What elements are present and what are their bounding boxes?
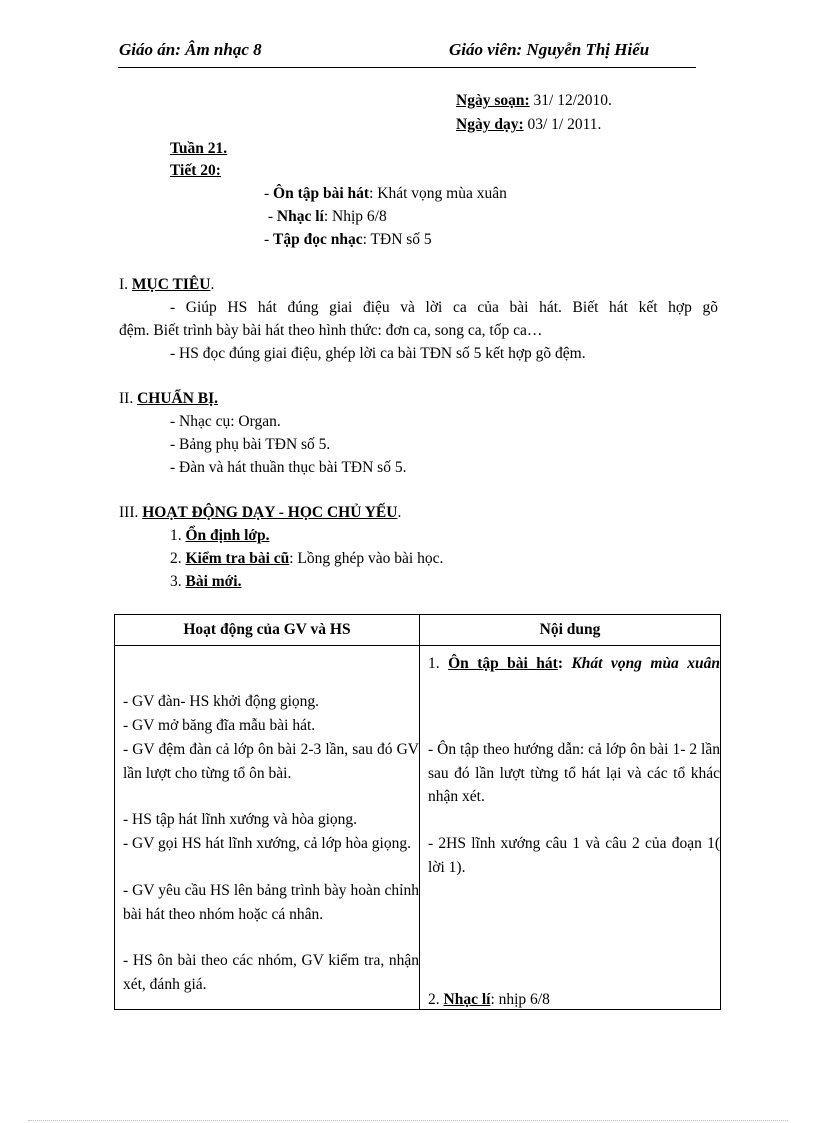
prep-date (456, 92, 612, 110)
item-number: 1. (428, 655, 449, 672)
activity-paragraph: - GV đệm đàn cả lớp ôn bài 2-3 lần, sau đó GV lần lượt cho từng tổ ôn bài. (123, 741, 419, 782)
topic-value: : Khát vọng mùa xuân (369, 185, 507, 202)
section-title: CHUẨN BỊ. (137, 390, 219, 407)
section-objectives-heading (119, 276, 214, 294)
period-label: Tiết 20: (170, 162, 221, 179)
topic-prefix: - (264, 208, 277, 225)
activity-paragraph: - HS ôn bài theo các nhóm, GV kiểm tra, nhận xét, đánh giá. (123, 952, 419, 993)
activity-paragraph: - GV mở băng đĩa mẫu bài hát. (123, 717, 316, 734)
prep-item: - Bảng phụ bài TĐN số 5. (170, 436, 331, 453)
activity-paragraph: - GV yêu cầu HS lên bảng trình bày hoàn chỉnh bài hát theo nhóm hoặc cá nhân. (123, 882, 419, 923)
content-paragraph: - 2HS lĩnh xướng câu 1 và câu 2 của đoạn 1( lời 1). (428, 835, 720, 876)
item-colon: : (557, 655, 572, 672)
content-cell (420, 646, 721, 1010)
section-number: I. (119, 276, 132, 293)
content-item-2 (428, 988, 720, 1012)
topic-label: Ôn tập bài hát (273, 185, 370, 202)
item-song-title: Khát vọng mùa xuân (571, 655, 720, 672)
step-number: 3. (170, 573, 186, 590)
objective-1-line1: - Giúp HS hát đúng giai điệu và lời ca của bài hát. Biết hát kết hợp gõ (170, 299, 718, 316)
step-text: : Lồng ghép vào bài học. (289, 550, 444, 567)
item-label: Ôn tập bài hát (448, 655, 558, 672)
content-item-1 (428, 652, 720, 676)
item-number: 2. (428, 991, 444, 1008)
step-2 (170, 550, 443, 568)
item-text: : nhịp 6/8 (490, 991, 550, 1008)
prep-item: - Đàn và hát thuần thục bài TĐN số 5. (170, 459, 407, 476)
section-number: III. (119, 504, 143, 521)
topic-song (264, 185, 507, 203)
week-label: Tuần 21. (170, 140, 228, 157)
header-right: Giáo viên: Nguyễn Thị Hiếu (449, 40, 650, 59)
topic-label: Tập đọc nhạc (273, 231, 363, 248)
lesson-table (114, 614, 721, 1010)
objective-2: - HS đọc đúng giai điệu, ghép lời ca bài TĐN số 5 kết hợp gõ đệm. (170, 345, 586, 362)
table-header-row (115, 615, 721, 646)
content-paragraph: - Ôn tập theo hướng dẫn: cả lớp ôn bài 1- 2 lần sau đó lần lượt từng tổ hát lại và các tổ khác nhận xét. (428, 741, 720, 805)
topic-value: : Nhịp 6/8 (323, 208, 387, 225)
teach-date-value: 03/ 1/ 2011. (523, 116, 602, 133)
topic-theory (264, 208, 387, 226)
step-title: Bài mới. (185, 573, 242, 590)
step-3 (170, 573, 241, 591)
step-number: 2. (170, 550, 186, 567)
activity-paragraph: - GV gọi HS hát lĩnh xướng, cả lớp hòa giọng. (123, 835, 411, 852)
prep-item: - Nhạc cụ: Organ. (170, 413, 281, 430)
topic-value: : TĐN số 5 (362, 231, 432, 248)
activity-paragraph: - HS tập hát lĩnh xướng và hòa giọng. (123, 811, 357, 828)
section-title: MỤC TIÊU (131, 276, 211, 293)
topic-prefix: - (264, 231, 274, 248)
step-number: 1. (170, 527, 186, 544)
step-title: Ổn định lớp. (185, 527, 270, 544)
section-preparation-heading (119, 390, 218, 408)
col-activities-header: Hoạt động của GV và HS (115, 615, 420, 646)
objective-1-line2: đệm. Biết trình bày bài hát theo hình thức: đơn ca, song ca, tốp ca… (119, 322, 543, 339)
topic-label: Nhạc lí (276, 208, 324, 225)
activity-paragraph: - GV đàn- HS khởi động giọng. (123, 693, 320, 710)
section-dot: . (210, 276, 215, 293)
section-number: II. (119, 390, 138, 407)
section-title: HOẠT ĐỘNG DẠY - HỌC CHỦ YẾU (142, 504, 398, 521)
teach-date (456, 116, 601, 134)
prep-date-value: 31/ 12/2010. (529, 92, 612, 109)
col-content-header: Nội dung (420, 615, 721, 646)
prep-date-label: Ngày soạn: (456, 92, 530, 109)
header-left: Giáo án: Âm nhạc 8 (119, 40, 262, 59)
activities-cell (115, 646, 420, 1010)
page-bottom-divider (28, 1120, 788, 1121)
item-label: Nhạc lí (443, 991, 491, 1008)
step-1 (170, 527, 269, 545)
header-rule (118, 67, 696, 68)
topic-prefix: - (264, 185, 274, 202)
teach-date-label: Ngày dạy: (456, 116, 524, 133)
step-title: Kiểm tra bài cũ (185, 550, 290, 567)
table-row (115, 646, 721, 1010)
section-activities-heading (119, 504, 401, 522)
section-dot: . (397, 504, 402, 521)
topic-sightreading (264, 231, 432, 249)
